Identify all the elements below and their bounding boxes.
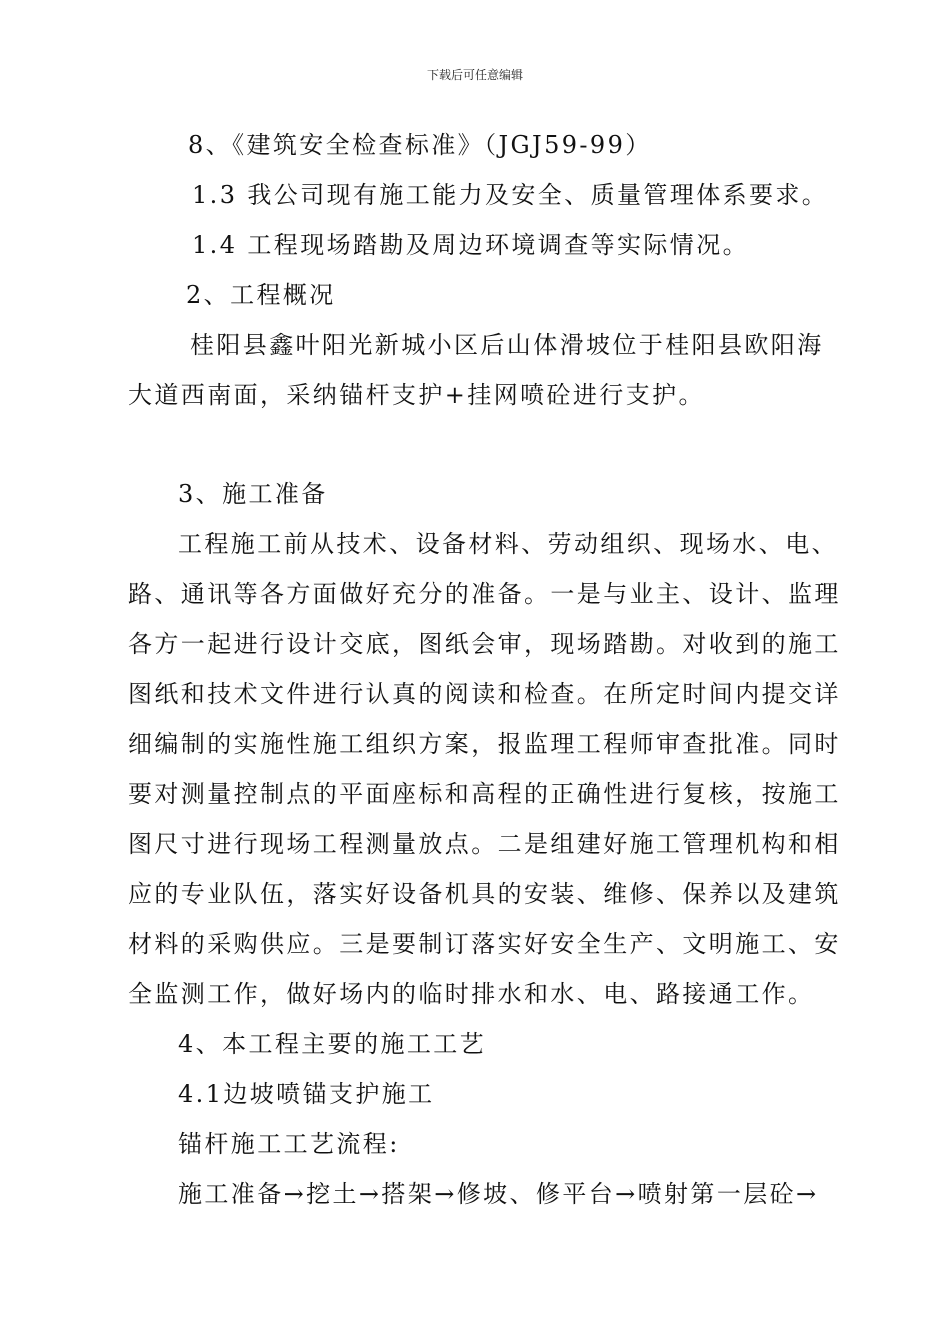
paragraph-line: 各方一起进行设计交底，图纸会审，现场踏勘。对收到的施工 xyxy=(128,630,841,658)
basis-1-4: 1.4 工程现场踏勘及周边环境调查等实际情况。 xyxy=(192,231,749,259)
paragraph-line: 大道西南面，采纳锚杆支护+挂网喷砼进行支护。 xyxy=(128,381,705,409)
clause-heading-8: 8、《建筑安全检查标准》（JGJ59-99） xyxy=(188,131,652,159)
process-label: 锚杆施工工艺流程: xyxy=(178,1130,400,1158)
subsection-heading-4-1: 4.1边坡喷锚支护施工 xyxy=(178,1080,435,1108)
paragraph-line: 图尺寸进行现场工程测量放点。二是组建好施工管理机构和相 xyxy=(128,830,841,858)
paragraph-line: 应的专业队伍，落实好设备机具的安装、维修、保养以及建筑 xyxy=(128,880,841,908)
paragraph-line: 材料的采购供应。三是要制订落实好安全生产、文明施工、安 xyxy=(128,930,841,958)
paragraph-line: 桂阳县鑫叶阳光新城小区后山体滑坡位于桂阳县欧阳海 xyxy=(190,331,824,359)
section-heading-2: 2、工程概况 xyxy=(186,281,336,309)
page-header: 下载后可任意编辑 xyxy=(426,68,523,82)
paragraph-line: 全监测工作，做好场内的临时排水和水、电、路接通工作。 xyxy=(128,980,815,1008)
paragraph-line: 图纸和技术文件进行认真的阅读和检查。在所定时间内提交详 xyxy=(128,680,841,708)
section-heading-4: 4、本工程主要的施工工艺 xyxy=(178,1030,487,1058)
paragraph-line: 路、通讯等各方面做好充分的准备。一是与业主、设计、监理 xyxy=(128,580,841,608)
process-flow-line: 施工准备→挖土→搭架→修坡、修平台→喷射第一层砼→ xyxy=(178,1180,819,1208)
basis-1-3: 1.3 我公司现有施工能力及安全、质量管理体系要求。 xyxy=(192,181,829,209)
paragraph-line: 要对测量控制点的平面座标和高程的正确性进行复核，按施工 xyxy=(128,780,841,808)
section-heading-3: 3、施工准备 xyxy=(178,480,328,508)
paragraph-line: 工程施工前从技术、设备材料、劳动组织、现场水、电、 xyxy=(178,530,838,558)
paragraph-line: 细编制的实施性施工组织方案，报监理工程师审查批准。同时 xyxy=(128,730,841,758)
